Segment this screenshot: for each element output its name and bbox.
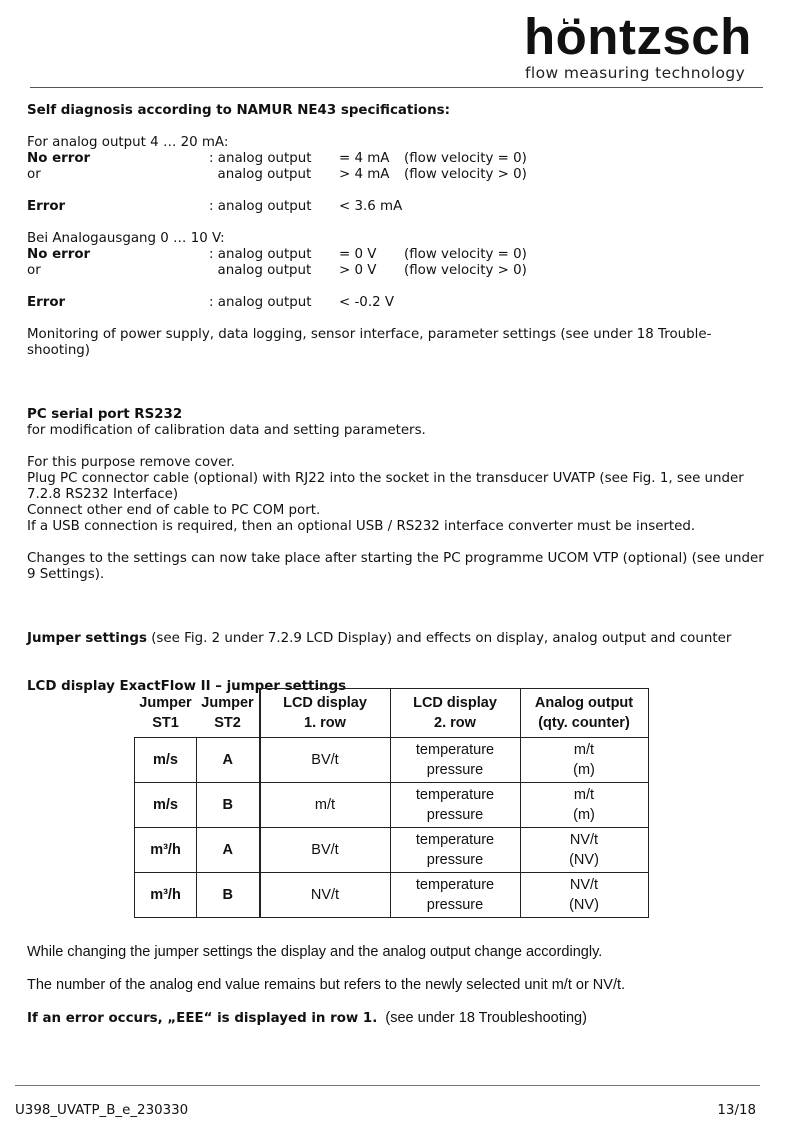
power-icon — [555, 12, 579, 36]
row-value: > 4 mA — [339, 167, 390, 182]
current-row-or — [27, 167, 767, 183]
note-end-value: The number of the analog end value remains but refers to the newly selected unit m/t or NV/t. — [27, 977, 626, 993]
rs232-subtitle: for modification of calibration data and setting parameters. — [27, 423, 426, 438]
doc-id: U398_UVATP_B_e_230330 — [15, 1103, 189, 1118]
note-error-bold: If an error occurs, „EEE“ is displayed in row 1. — [27, 1011, 378, 1026]
cell-row2: temperature pressure — [390, 873, 520, 918]
header-cell: Jumper ST2 — [201, 694, 254, 731]
note-change: While changing the jumper settings the display and the analog output change accordingly. — [27, 944, 603, 960]
cell-row1: NV/t — [260, 873, 391, 918]
row-output: analog output — [209, 263, 312, 278]
row-label: or — [27, 263, 41, 278]
analog-voltage-intro: Bei Analogausgang 0 … 10 V: — [27, 231, 225, 246]
jumper-paragraph — [27, 631, 767, 647]
monitoring-text: Monitoring of power supply, data logging, sensor interface, parameter settings (see under 18 Trouble-shooting) — [27, 327, 712, 358]
cell-output: NV/t (NV) — [520, 828, 648, 873]
row-note: (flow velocity > 0) — [404, 167, 527, 182]
row-label: Error — [27, 295, 66, 310]
rs232-title: PC serial port RS232 — [27, 407, 183, 422]
cell-st2: B — [197, 783, 260, 828]
table-row — [135, 828, 649, 873]
cell-row1: BV/t — [260, 738, 391, 783]
row-label: Error — [27, 199, 66, 214]
cell-st1: m/s — [135, 738, 197, 783]
cell-st2: A — [197, 828, 260, 873]
namur-title: Self diagnosis according to NAMUR NE43 specifications: — [27, 103, 450, 118]
cell-output: m/t (m) — [520, 738, 648, 783]
row-output: : analog output — [209, 199, 312, 214]
logo-brand: höntzsch — [524, 8, 752, 65]
page-number: 13/18 — [717, 1103, 756, 1118]
row-output: : analog output — [209, 295, 312, 310]
cell-row1: BV/t — [260, 828, 391, 873]
analog-current-intro: For analog output 4 … 20 mA: — [27, 135, 229, 150]
header-divider — [30, 87, 763, 88]
row-note: (flow velocity > 0) — [404, 263, 527, 278]
cell-row2: temperature pressure — [390, 783, 520, 828]
cell-st1: m³/h — [135, 873, 197, 918]
row-value: = 4 mA — [339, 151, 390, 166]
cell-row2: temperature pressure — [390, 738, 520, 783]
note-error-rest: (see under 18 Troubleshooting) — [377, 1010, 587, 1026]
row-note: (flow velocity = 0) — [404, 151, 527, 166]
current-row-no-error — [27, 151, 767, 167]
table-header-row — [135, 689, 649, 738]
jumper-table — [134, 688, 649, 918]
row-value: > 0 V — [339, 263, 377, 278]
voltage-row-or — [27, 263, 767, 279]
voltage-row-error — [27, 295, 767, 311]
row-label: No error — [27, 151, 91, 166]
footer-divider — [15, 1085, 760, 1086]
main-content — [27, 103, 767, 695]
cell-output: NV/t (NV) — [520, 873, 648, 918]
row-note: (flow velocity = 0) — [404, 247, 527, 262]
cell-output: m/t (m) — [520, 783, 648, 828]
lcd-title: LCD display ExactFlow II – jumper settings — [27, 679, 347, 694]
cell-row1: m/t — [260, 783, 391, 828]
current-row-error — [27, 199, 767, 215]
row-output: : analog output — [209, 247, 312, 262]
jumper-title: Jumper settings — [27, 631, 147, 646]
jumper-rest: (see Fig. 2 under 7.2.9 LCD Display) and effects on display, analog output and counter — [146, 631, 732, 646]
rs232-line: If a USB connection is required, then an optional USB / RS232 interface converter must be inserted. — [27, 519, 696, 534]
cell-st2: B — [197, 873, 260, 918]
voltage-row-no-error — [27, 247, 767, 263]
rs232-line: Connect other end of cable to PC COM port. — [27, 503, 321, 518]
row-label: or — [27, 167, 41, 182]
row-output: analog output — [209, 167, 312, 182]
hontzsch-logo — [524, 8, 764, 82]
row-value: < 3.6 mA — [339, 199, 403, 214]
row-output: : analog output — [209, 151, 312, 166]
table-row — [135, 783, 649, 828]
cell-st1: m/s — [135, 783, 197, 828]
rs232-line: For this purpose remove cover. — [27, 455, 235, 470]
cell-st1: m³/h — [135, 828, 197, 873]
row-value: < -0.2 V — [339, 295, 395, 310]
header-cell: LCD display 1. row — [260, 689, 391, 738]
logo-tagline: flow measuring technology — [525, 64, 746, 82]
row-label: No error — [27, 247, 91, 262]
header-cell: LCD display 2. row — [390, 689, 520, 738]
table-row — [135, 873, 649, 918]
changes-text: Changes to the settings can now take place after starting the PC programme UCOM VTP (optional) (see under 9 Settings). — [27, 551, 764, 582]
cell-row2: temperature pressure — [390, 828, 520, 873]
header-cell: Jumper ST1 — [139, 694, 192, 731]
notes — [27, 944, 767, 1027]
table-row — [135, 738, 649, 783]
cell-st2: A — [197, 738, 260, 783]
row-value: = 0 V — [339, 247, 377, 262]
rs232-line: Plug PC connector cable (optional) with RJ22 into the socket in the transducer UVATP (see Fig. 1, see under 7.2.8 RS232 Interface) — [27, 471, 744, 502]
header-cell: Analog output (qty. counter) — [520, 689, 648, 738]
note-error — [27, 1010, 767, 1027]
